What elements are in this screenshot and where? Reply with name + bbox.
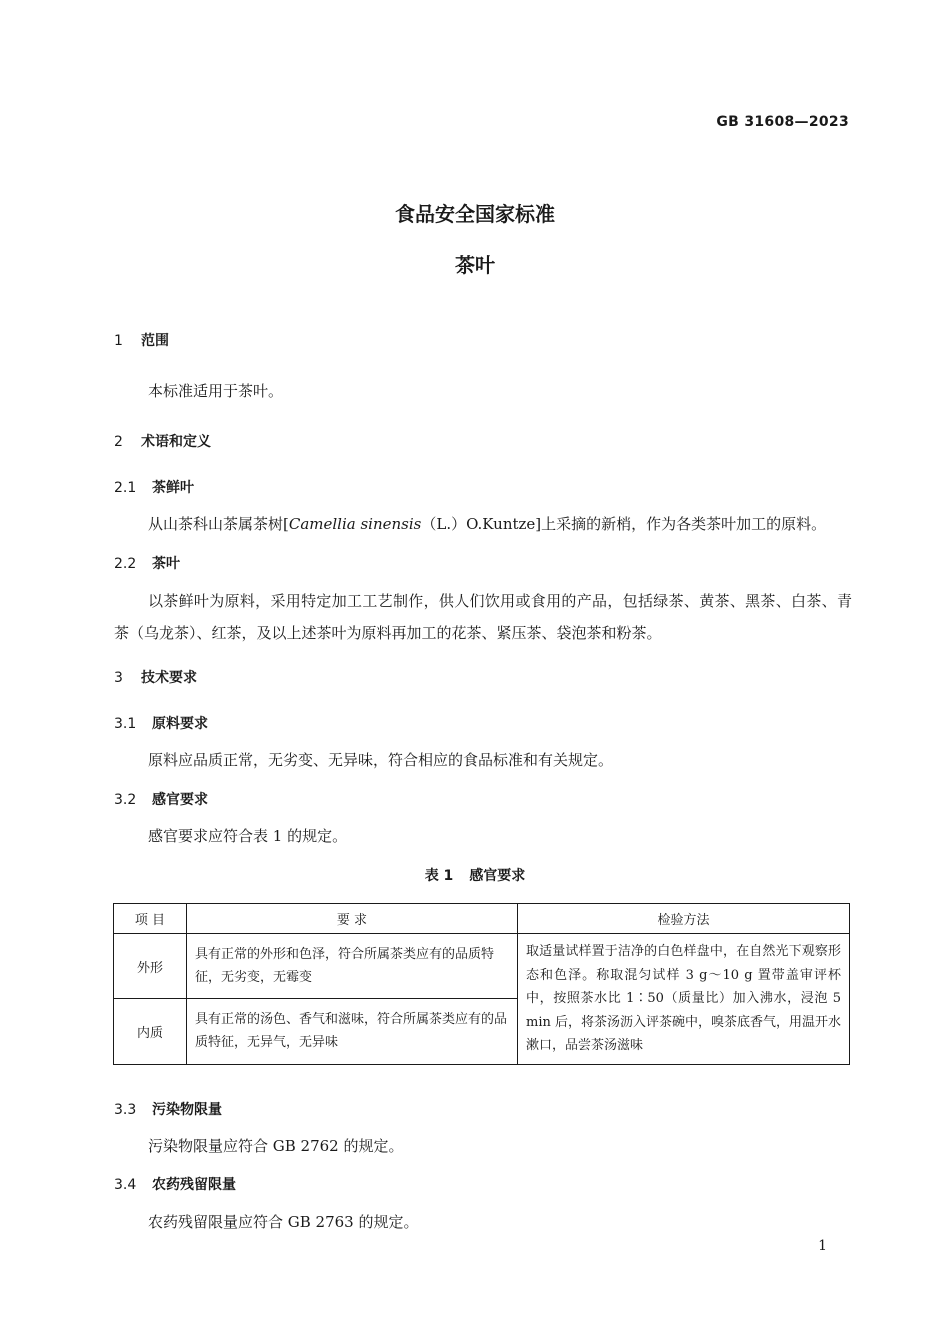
section-number: 3.1	[114, 716, 137, 732]
section-number: 3.2	[114, 792, 137, 808]
table-row	[114, 934, 850, 999]
sensory-requirements-table	[113, 903, 850, 1065]
section-1-text: 本标准适用于茶叶。	[148, 382, 284, 400]
row-item: 外形	[114, 934, 187, 999]
header-item: 项 目	[114, 904, 187, 934]
row-item: 内质	[114, 999, 187, 1064]
section-2-2-heading	[114, 553, 180, 573]
section-title: 茶鲜叶	[152, 480, 194, 496]
header-method: 检验方法	[518, 904, 850, 934]
table-number: 表 1	[424, 868, 454, 884]
row-requirement: 具有正常的外形和色泽，符合所属茶类应有的品质特征，无劣变，无霉变	[187, 934, 518, 999]
section-2-heading	[114, 431, 211, 451]
table-header-row	[114, 904, 850, 934]
definition-text-end: （L.）O.Kuntze]上采摘的新梢，作为各类茶叶加工的原料。	[421, 515, 827, 533]
section-3-heading	[114, 667, 197, 687]
section-title: 茶叶	[152, 556, 180, 572]
inspection-method: 取适量试样置于洁净的白色样盘中，在自然光下观察形态和色泽。称取混匀试样 3 g～10 g 置带盖审评杯中，按照茶水比 1∶50（质量比）加入沸水，浸泡 5 min 后，将茶汤沥入评茶碗中，嗅茶底香气，用温开水漱口，品尝茶汤滋味	[518, 934, 850, 1065]
section-number: 2	[114, 434, 123, 450]
row-requirement: 具有正常的汤色、香气和滋味，符合所属茶类应有的品质特征，无异气，无异味	[187, 999, 518, 1064]
section-3-2-heading	[114, 789, 208, 809]
section-title: 污染物限量	[152, 1102, 222, 1118]
section-title: 原料要求	[152, 716, 208, 732]
page-number: 1	[818, 1238, 827, 1254]
section-title: 术语和定义	[141, 434, 211, 450]
section-number: 3.3	[114, 1102, 137, 1118]
section-3-3-text: 污染物限量应符合 GB 2762 的规定。	[148, 1137, 404, 1155]
section-3-1-text: 原料应品质正常，无劣变、无异味，符合相应的食品标准和有关规定。	[148, 751, 614, 769]
section-2-2-text: 以茶鲜叶为原料，采用特定加工工艺制作，供人们饮用或食用的产品，包括绿茶、黄茶、黑茶、白茶、青茶（乌龙茶）、红茶，及以上述茶叶为原料再加工的花茶、紧压茶、袋泡茶和粉茶。	[114, 592, 852, 642]
section-2-1-heading	[114, 477, 194, 497]
section-3-2-text: 感官要求应符合表 1 的规定。	[148, 827, 348, 845]
document-title: 食品安全国家标准	[395, 202, 555, 226]
table-caption	[0, 865, 950, 885]
document-subtitle: 茶叶	[455, 253, 495, 277]
section-1-heading	[114, 330, 169, 350]
section-number: 1	[114, 333, 123, 349]
header-requirement: 要 求	[187, 904, 518, 934]
section-number: 3	[114, 670, 123, 686]
section-title: 农药残留限量	[152, 1177, 236, 1193]
section-2-1-text	[148, 513, 826, 534]
section-3-1-heading	[114, 713, 208, 733]
section-number: 2.2	[114, 556, 137, 572]
section-number: 3.4	[114, 1177, 137, 1193]
standard-number: GB 31608—2023	[716, 114, 849, 130]
definition-text-start: 从山茶科山茶属茶树[	[148, 515, 289, 533]
section-3-4-text: 农药残留限量应符合 GB 2763 的规定。	[148, 1213, 419, 1231]
section-title: 技术要求	[141, 670, 197, 686]
latin-species-name: Camellia sinensis	[288, 515, 422, 533]
section-title: 范围	[141, 333, 169, 349]
section-3-4-heading	[114, 1174, 236, 1194]
table-title: 感官要求	[469, 868, 526, 884]
section-number: 2.1	[114, 480, 137, 496]
section-3-3-heading	[114, 1099, 222, 1119]
section-title: 感官要求	[152, 792, 208, 808]
